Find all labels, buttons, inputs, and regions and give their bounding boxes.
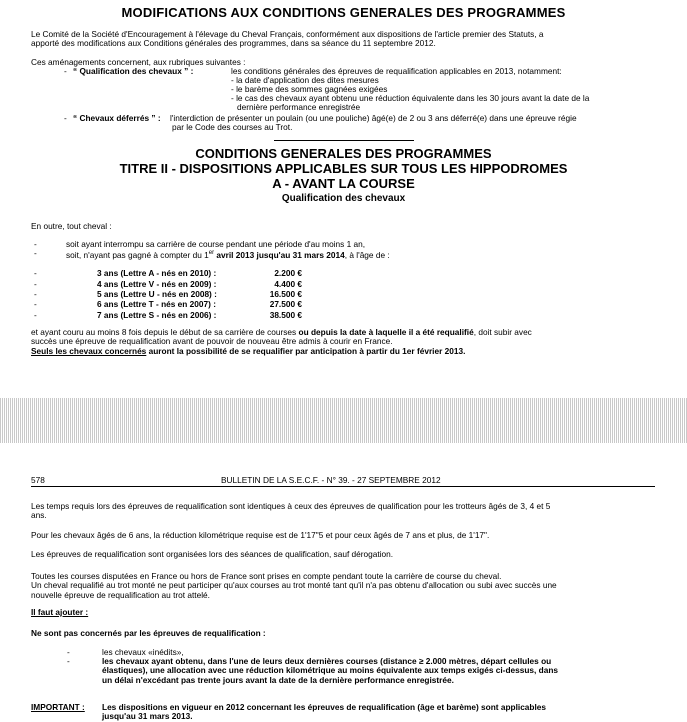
list-dash: - [67,647,70,657]
paragraph-line: nouvelle épreuve de requalification au trot attelé. [31,589,210,600]
separator-rule [274,140,414,141]
modifications-title: MODIFICATIONS AUX CONDITIONS GENERALES DES PROGRAMMES [121,5,566,20]
paragraph-line: Seuls les chevaux concernés auront la possibilité de se requalifier par anticipation à partir du 1er février 2013. [31,345,466,356]
section-heading: A - AVANT LA COURSE [272,176,415,191]
intro-line: apporté des modifications aux Conditions générales des programmes, dans sa séance du 11 septembre 2012. [31,38,436,49]
section-heading: CONDITIONS GENERALES DES PROGRAMMES [195,146,492,161]
intro-paragraph [31,30,671,49]
deferres-label: “ Chevaux déferrés ” : [73,113,161,123]
bullet-text: soit ayant interrompu sa carrière de course pendant une période d'au moins 1 an, [66,239,366,249]
qualification-item: - le cas des chevaux ayant obtenu une réduction équivalente dans les 30 jours avant la date de la [231,93,590,103]
bulletin-title: BULLETIN DE LA S.E.C.F. - N° 39. - 27 SEPTEMBRE 2012 [221,475,441,485]
age-amount: 2.200 € [274,268,302,278]
section-lead: En outre, tout cheval : [31,221,112,231]
age-label: 3 ans (Lettre A - nés en 2010) : [97,268,217,278]
bullet-dot: - [34,239,37,249]
add-heading: Il faut ajouter : [31,607,89,617]
age-label: 4 ans (Lettre V - nés en 2009) : [97,279,217,289]
list-item-line: les chevaux ayant obtenu, dans l'une de leurs deux dernières courses (distance ≥ 2.000 mètres, départ cellules ou [102,656,552,666]
qualification-item: - la date d'application des dites mesures [231,75,379,85]
header-rule [31,486,655,487]
page-break-band [0,398,687,443]
age-amount: 38.500 € [269,310,302,320]
paragraph-line: Toutes les courses disputées en France ou hors de France sont prises en compte pendant toute la carrière de course du cheval. [31,571,502,581]
paragraph-line: et ayant couru au moins 8 fois depuis le début de sa carrière de courses ou depuis la date à laquelle il a été requalifié, doit subir avec [31,327,532,337]
deferres-dash: - [64,113,67,123]
list-item [102,657,657,685]
sessions-paragraph: Les épreuves de requalification sont organisées lors des séances de qualification, sauf dérogation. [31,549,394,559]
age-amount: 4.400 € [274,279,302,289]
not-concerned-heading: Ne sont pas concernés par les épreuves de requalification : [31,628,266,638]
reduction-paragraph: Pour les chevaux âgés de 6 ans, la réduction kilométrique requise est de 1'17"5 et pour ceux âgés de 7 ans et plus, de 1'17". [31,530,490,540]
paragraph-line: Un cheval requalifié au trot monté ne peut participer qu'aux courses au trot monté tant qu'il n'a pas obtenu d'allocation ou subi avec succès une [31,580,557,591]
section-heading: TITRE II - DISPOSITIONS APPLICABLES SUR TOUS LES HIPPODROMES [119,161,568,176]
age-dot: - [34,310,37,320]
list-item: les chevaux «inédits», [102,647,184,657]
times-paragraph [31,502,659,521]
age-label: 5 ans (Lettre U - nés en 2008) : [97,289,217,299]
list-item-line: un délai n'excédant pas trente jours avant la date de la dernière performance enregistrée. [102,674,454,685]
qualification-text: les conditions générales des épreuves de requalification applicables en 2013, notamment: [231,66,562,76]
requalification-paragraph [31,328,659,356]
deferres-text: par le Code des courses au Trot. [172,122,293,132]
important-label: IMPORTANT : [31,702,85,712]
qualification-item: dernière performance enregistrée [237,102,361,112]
paragraph-line: Les temps requis lors des épreuves de requalification sont identiques à ceux des épreuves de qualification pour les trotteurs âgés de 3, 4 et 5 [31,501,551,511]
list-item-line: élastiques), une allocation avec une réduction kilométrique au moins équivalente aux temps exigés ci-dessus, dans [102,665,559,676]
courses-paragraph [31,572,659,600]
important-text [102,703,657,722]
important-line: jusqu'au 31 mars 2013. [102,711,193,722]
age-amount: 27.500 € [269,299,302,309]
list-dash: - [67,656,70,666]
paragraph-line: succès une épreuve de requalification avant de pouvoir de nouveau être admis à courir en France. [31,336,393,347]
deferres-text: l'interdiction de présenter un poulain (ou une pouliche) âgé(e) de 2 ou 3 ans déferré(e) dans une épreuve régie [170,113,577,123]
bullet-text: soit, n'ayant pas gagné à compter du 1er avril 2013 jusqu'au 31 mars 2014, à l'âge de : [66,249,390,260]
qualification-dash: - [64,66,67,76]
page-number: 578 [31,475,45,485]
section-subheading: Qualification des chevaux [281,193,406,204]
changes-intro: Ces aménagements concernent, aux rubriques suivantes : [31,57,246,67]
qualification-item: - le barème des sommes gagnées exigées [231,84,388,94]
age-label: 6 ans (Lettre T - nés en 2007) : [97,299,216,309]
age-dot: - [34,279,37,289]
important-line: Les dispositions en vigueur en 2012 concernant les épreuves de requalification (âge et barème) sont applicables [102,702,547,712]
bullet-dot: - [34,248,37,258]
qualification-label: “ Qualification des chevaux ” : [73,66,194,76]
age-dot: - [34,299,37,309]
age-dot: - [34,289,37,299]
age-label: 7 ans (Lettre S - nés en 2006) : [97,310,217,320]
age-amount: 16.500 € [269,289,302,299]
age-dot: - [34,268,37,278]
intro-line: Le Comité de la Société d'Encouragement à l'élevage du Cheval Français, conformément aux dispositions de l'article premier des Statuts, a [31,29,544,39]
paragraph-line: ans. [31,510,47,521]
